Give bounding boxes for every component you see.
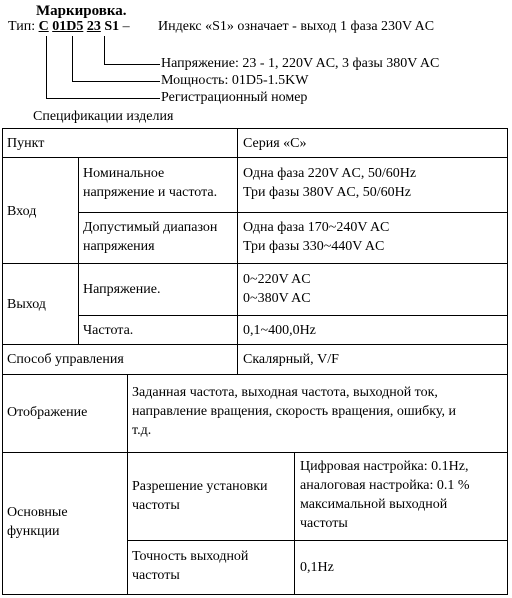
- voltage-note: Напряжение: 23 - 1, 220V AC, 3 фазы 380V AC: [161, 56, 440, 71]
- leader-power-h: [72, 81, 160, 82]
- code-dash: –: [122, 19, 130, 34]
- power-note: Мощность: 01D5-1.5KW: [161, 73, 309, 88]
- control-value: Скалярный, V/F: [243, 352, 339, 367]
- leader-reg-v: [46, 36, 47, 99]
- control-label: Способ управления: [7, 352, 124, 367]
- display-label: Отображение: [7, 405, 88, 420]
- output-freq-label: Частота.: [83, 323, 134, 338]
- input-rated-value: Одна фаза 220V AC, 50/60Hz Три фазы 380V AC, 50/60Hz: [243, 166, 417, 200]
- leader-power-v: [72, 36, 73, 82]
- leader-voltage-h: [104, 64, 160, 65]
- table-header-series: Серия «C»: [243, 136, 307, 151]
- output-freq-value: 0,1~400,0Hz: [243, 323, 316, 338]
- display-value: Заданная частота, выходная частота, выходной ток, направление вращения, скорость вращения, ошибку, и т.д.: [132, 385, 456, 438]
- input-range-value: Одна фаза 170~240V AC Три фазы 330~440V AC: [243, 220, 390, 254]
- code-power: 01D5: [52, 19, 84, 34]
- code-index: S1: [104, 19, 120, 34]
- type-code-line: [8, 19, 130, 35]
- spec-title: Спецификации изделия: [33, 109, 174, 124]
- reg-note: Регистрационный номер: [161, 90, 308, 105]
- accuracy-label: Точность выходной частоты: [132, 549, 249, 583]
- code-series: C: [38, 19, 49, 34]
- index-note: Индекс «S1» означает - выход 1 фаза 230V AC: [158, 19, 435, 34]
- type-prefix: Тип:: [8, 19, 36, 34]
- input-label: Вход: [7, 204, 37, 219]
- functions-label: Основные функции: [7, 505, 68, 539]
- resolution-label: Разрешение установки частоты: [132, 479, 268, 513]
- table-header-item: Пункт: [7, 136, 45, 151]
- marking-title: Маркировка.: [36, 3, 127, 19]
- input-range-label: Допустимый диапазон напряжения: [83, 220, 218, 254]
- output-label: Выход: [7, 297, 46, 312]
- code-voltage: 23: [86, 19, 101, 34]
- input-rated-label: Номинальное напряжение и частота.: [83, 166, 218, 200]
- resolution-value: Цифровая настройка: 0.1Hz, аналоговая настройка: 0.1 % максимальной выходной частоты: [300, 459, 470, 531]
- leader-reg-h: [46, 98, 160, 99]
- accuracy-value: 0,1Hz: [300, 560, 334, 575]
- output-voltage-label: Напряжение.: [83, 282, 161, 297]
- output-voltage-value: 0~220V AC 0~380V AC: [243, 272, 311, 306]
- leader-voltage-v: [104, 36, 105, 65]
